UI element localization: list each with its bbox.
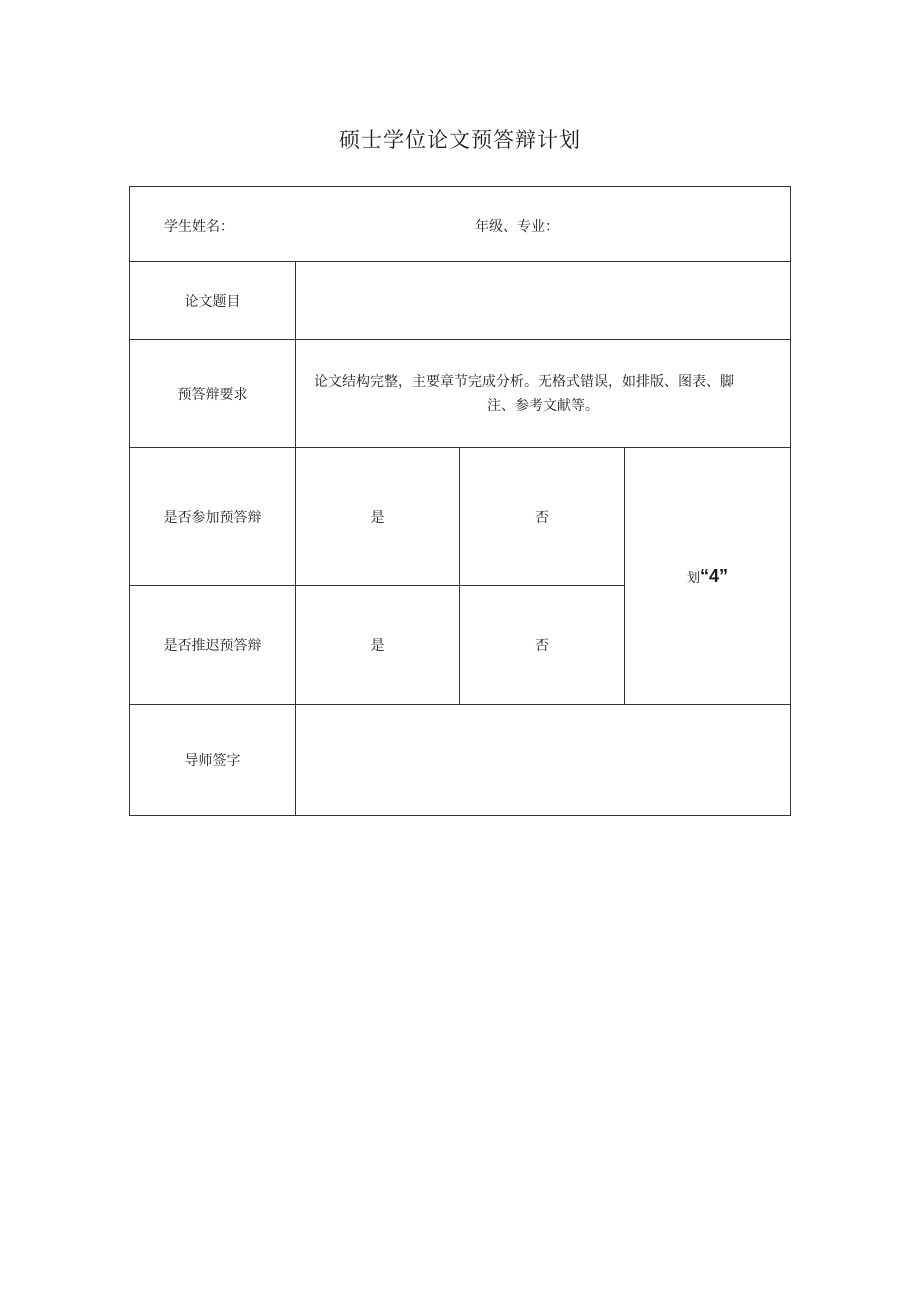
advisor-signature-row	[130, 705, 791, 816]
requirements-row	[130, 340, 791, 448]
page-title: 硕士学位论文预答辩计划	[339, 128, 581, 152]
postpone-no-option[interactable]: 否	[460, 586, 625, 705]
advisor-signature-label: 导师签字	[130, 705, 296, 816]
attend-label: 是否参加预答辩	[130, 448, 296, 586]
attend-row	[130, 448, 791, 586]
postpone-label: 是否推迟预答辩	[130, 586, 296, 705]
thesis-title-field[interactable]	[296, 262, 791, 340]
requirements-label: 预答辩要求	[130, 340, 296, 448]
student-info-cell	[130, 187, 791, 262]
requirements-line-2: 注、参考文献等。	[487, 397, 599, 414]
side-note-cell	[625, 448, 791, 705]
grade-major-label: 年级、专业：	[475, 219, 559, 235]
advisor-signature-field[interactable]	[296, 705, 791, 816]
attend-no-option[interactable]: 否	[460, 448, 625, 586]
side-note-value: “4”	[700, 565, 729, 586]
side-note-prefix: 划	[686, 570, 700, 586]
requirements-text	[296, 340, 791, 448]
attend-yes-option[interactable]: 是	[296, 448, 460, 586]
student-name-label: 学生姓名：	[164, 219, 234, 235]
thesis-title-label: 论文题目	[130, 262, 296, 340]
thesis-title-row	[130, 262, 791, 340]
postpone-yes-option[interactable]: 是	[296, 586, 460, 705]
student-info-row	[130, 187, 791, 262]
requirements-line-1: 论文结构完整，主要章节完成分析。无格式错误，如排版、图表、脚	[314, 373, 734, 390]
defense-plan-form	[129, 186, 791, 816]
